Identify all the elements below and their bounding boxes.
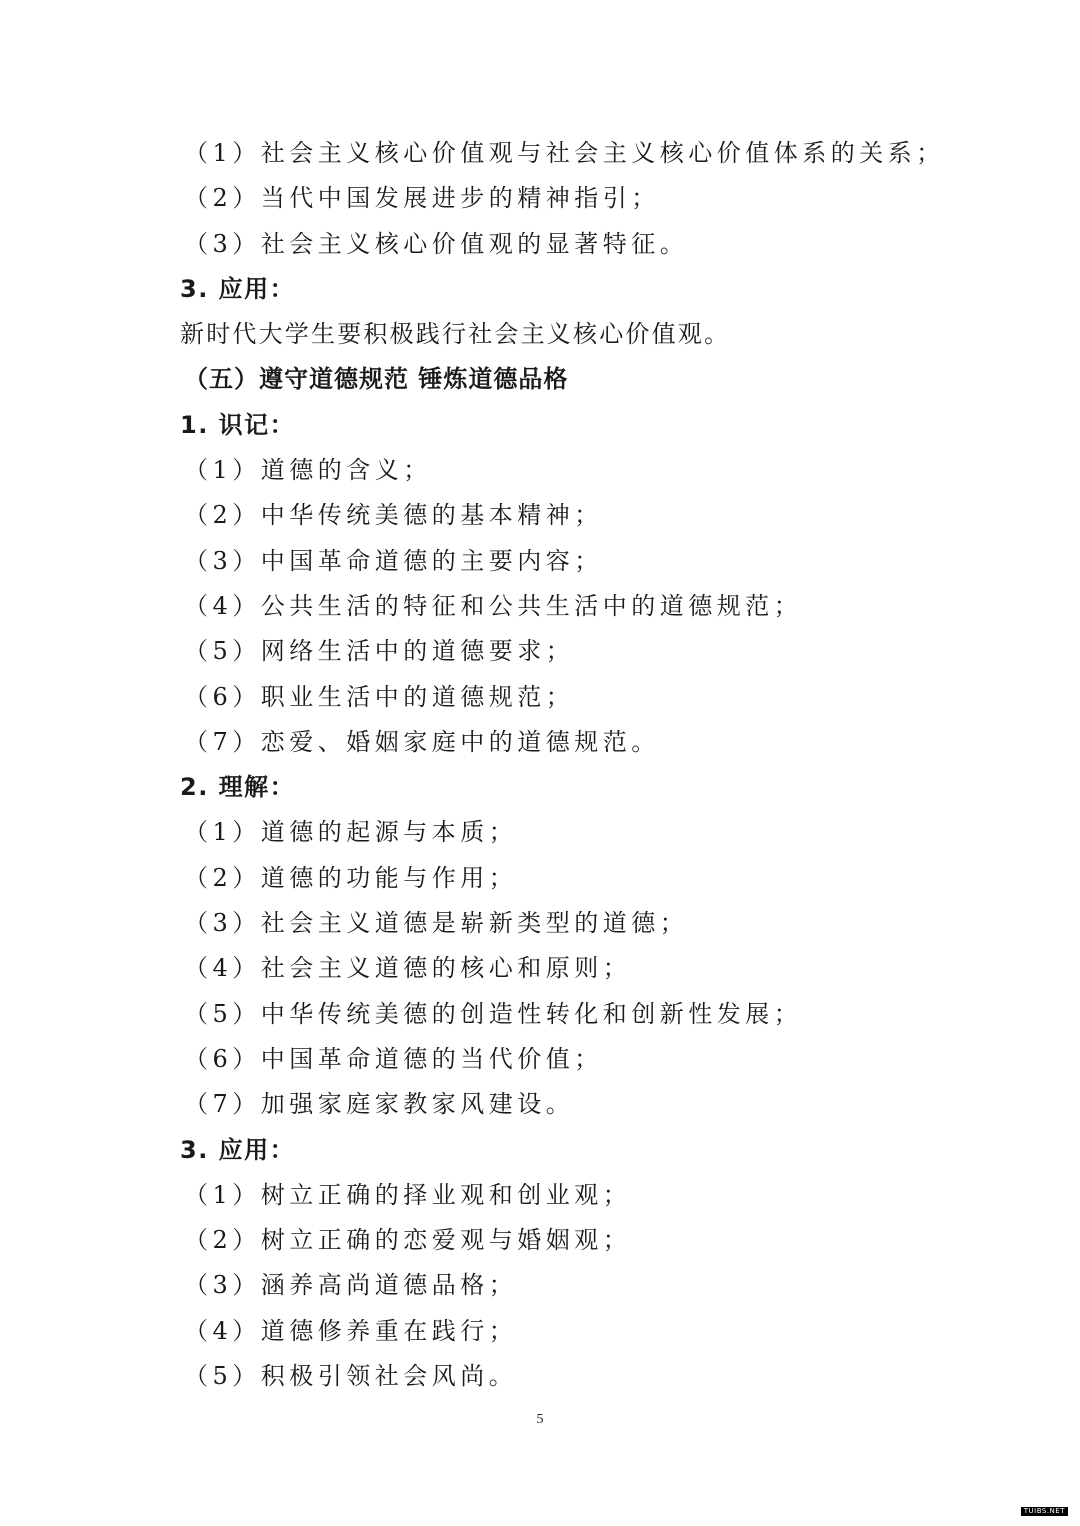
list-item: （6）职业生活中的道德规范； <box>184 682 575 711</box>
page-number: 5 <box>536 1412 544 1427</box>
list-item: （1）道德的起源与本质； <box>184 818 518 847</box>
subsection-heading: 2. 理解： <box>180 773 296 802</box>
document-body <box>180 131 1000 1399</box>
list-item: （3）社会主义道德是崭新类型的道德； <box>184 909 689 938</box>
list-item: （1）道德的含义； <box>184 456 432 485</box>
list-item: （3）涵养高尚道德品格； <box>184 1271 518 1300</box>
list-item: （3）社会主义核心价值观的显著特征。 <box>184 229 689 258</box>
list-item: （2）中华传统美德的基本精神； <box>184 501 603 530</box>
subsection-heading: 3. 应用： <box>180 274 296 303</box>
list-item: （7）恋爱、婚姻家庭中的道德规范。 <box>184 727 660 756</box>
list-item: （2）树立正确的恋爱观与婚姻观； <box>184 1226 632 1255</box>
section-heading: （五）遵守道德规范 锤炼道德品格 <box>184 365 569 394</box>
list-item: （2）当代中国发展进步的精神指引； <box>184 184 660 213</box>
list-item: （5）积极引领社会风尚。 <box>184 1362 518 1391</box>
list-item: （4）公共生活的特征和公共生活中的道德规范； <box>184 591 803 620</box>
list-item: （6）中国革命道德的当代价值； <box>184 1044 603 1073</box>
subsection-heading: 1. 识记： <box>180 410 296 439</box>
list-item: （4）道德修养重在践行； <box>184 1316 518 1345</box>
list-item: （7）加强家庭家教家风建设。 <box>184 1090 575 1119</box>
list-item: （5）中华传统美德的创造性转化和创新性发展； <box>184 999 803 1028</box>
subsection-heading: 3. 应用： <box>180 1135 296 1164</box>
list-item: （4）社会主义道德的核心和原则； <box>184 954 632 983</box>
list-item: （5）网络生活中的道德要求； <box>184 637 575 666</box>
list-item: （3）中国革命道德的主要内容； <box>184 546 603 575</box>
list-item: （2）道德的功能与作用； <box>184 863 518 892</box>
list-item: （1）社会主义核心价值观与社会主义核心价值体系的关系； <box>184 139 945 167</box>
list-item: （1）树立正确的择业观和创业观； <box>184 1180 632 1209</box>
watermark: TUIBS.NET <box>1021 1507 1068 1516</box>
paragraph: 新时代大学生要积极践行社会主义核心价值观。 <box>180 320 731 349</box>
